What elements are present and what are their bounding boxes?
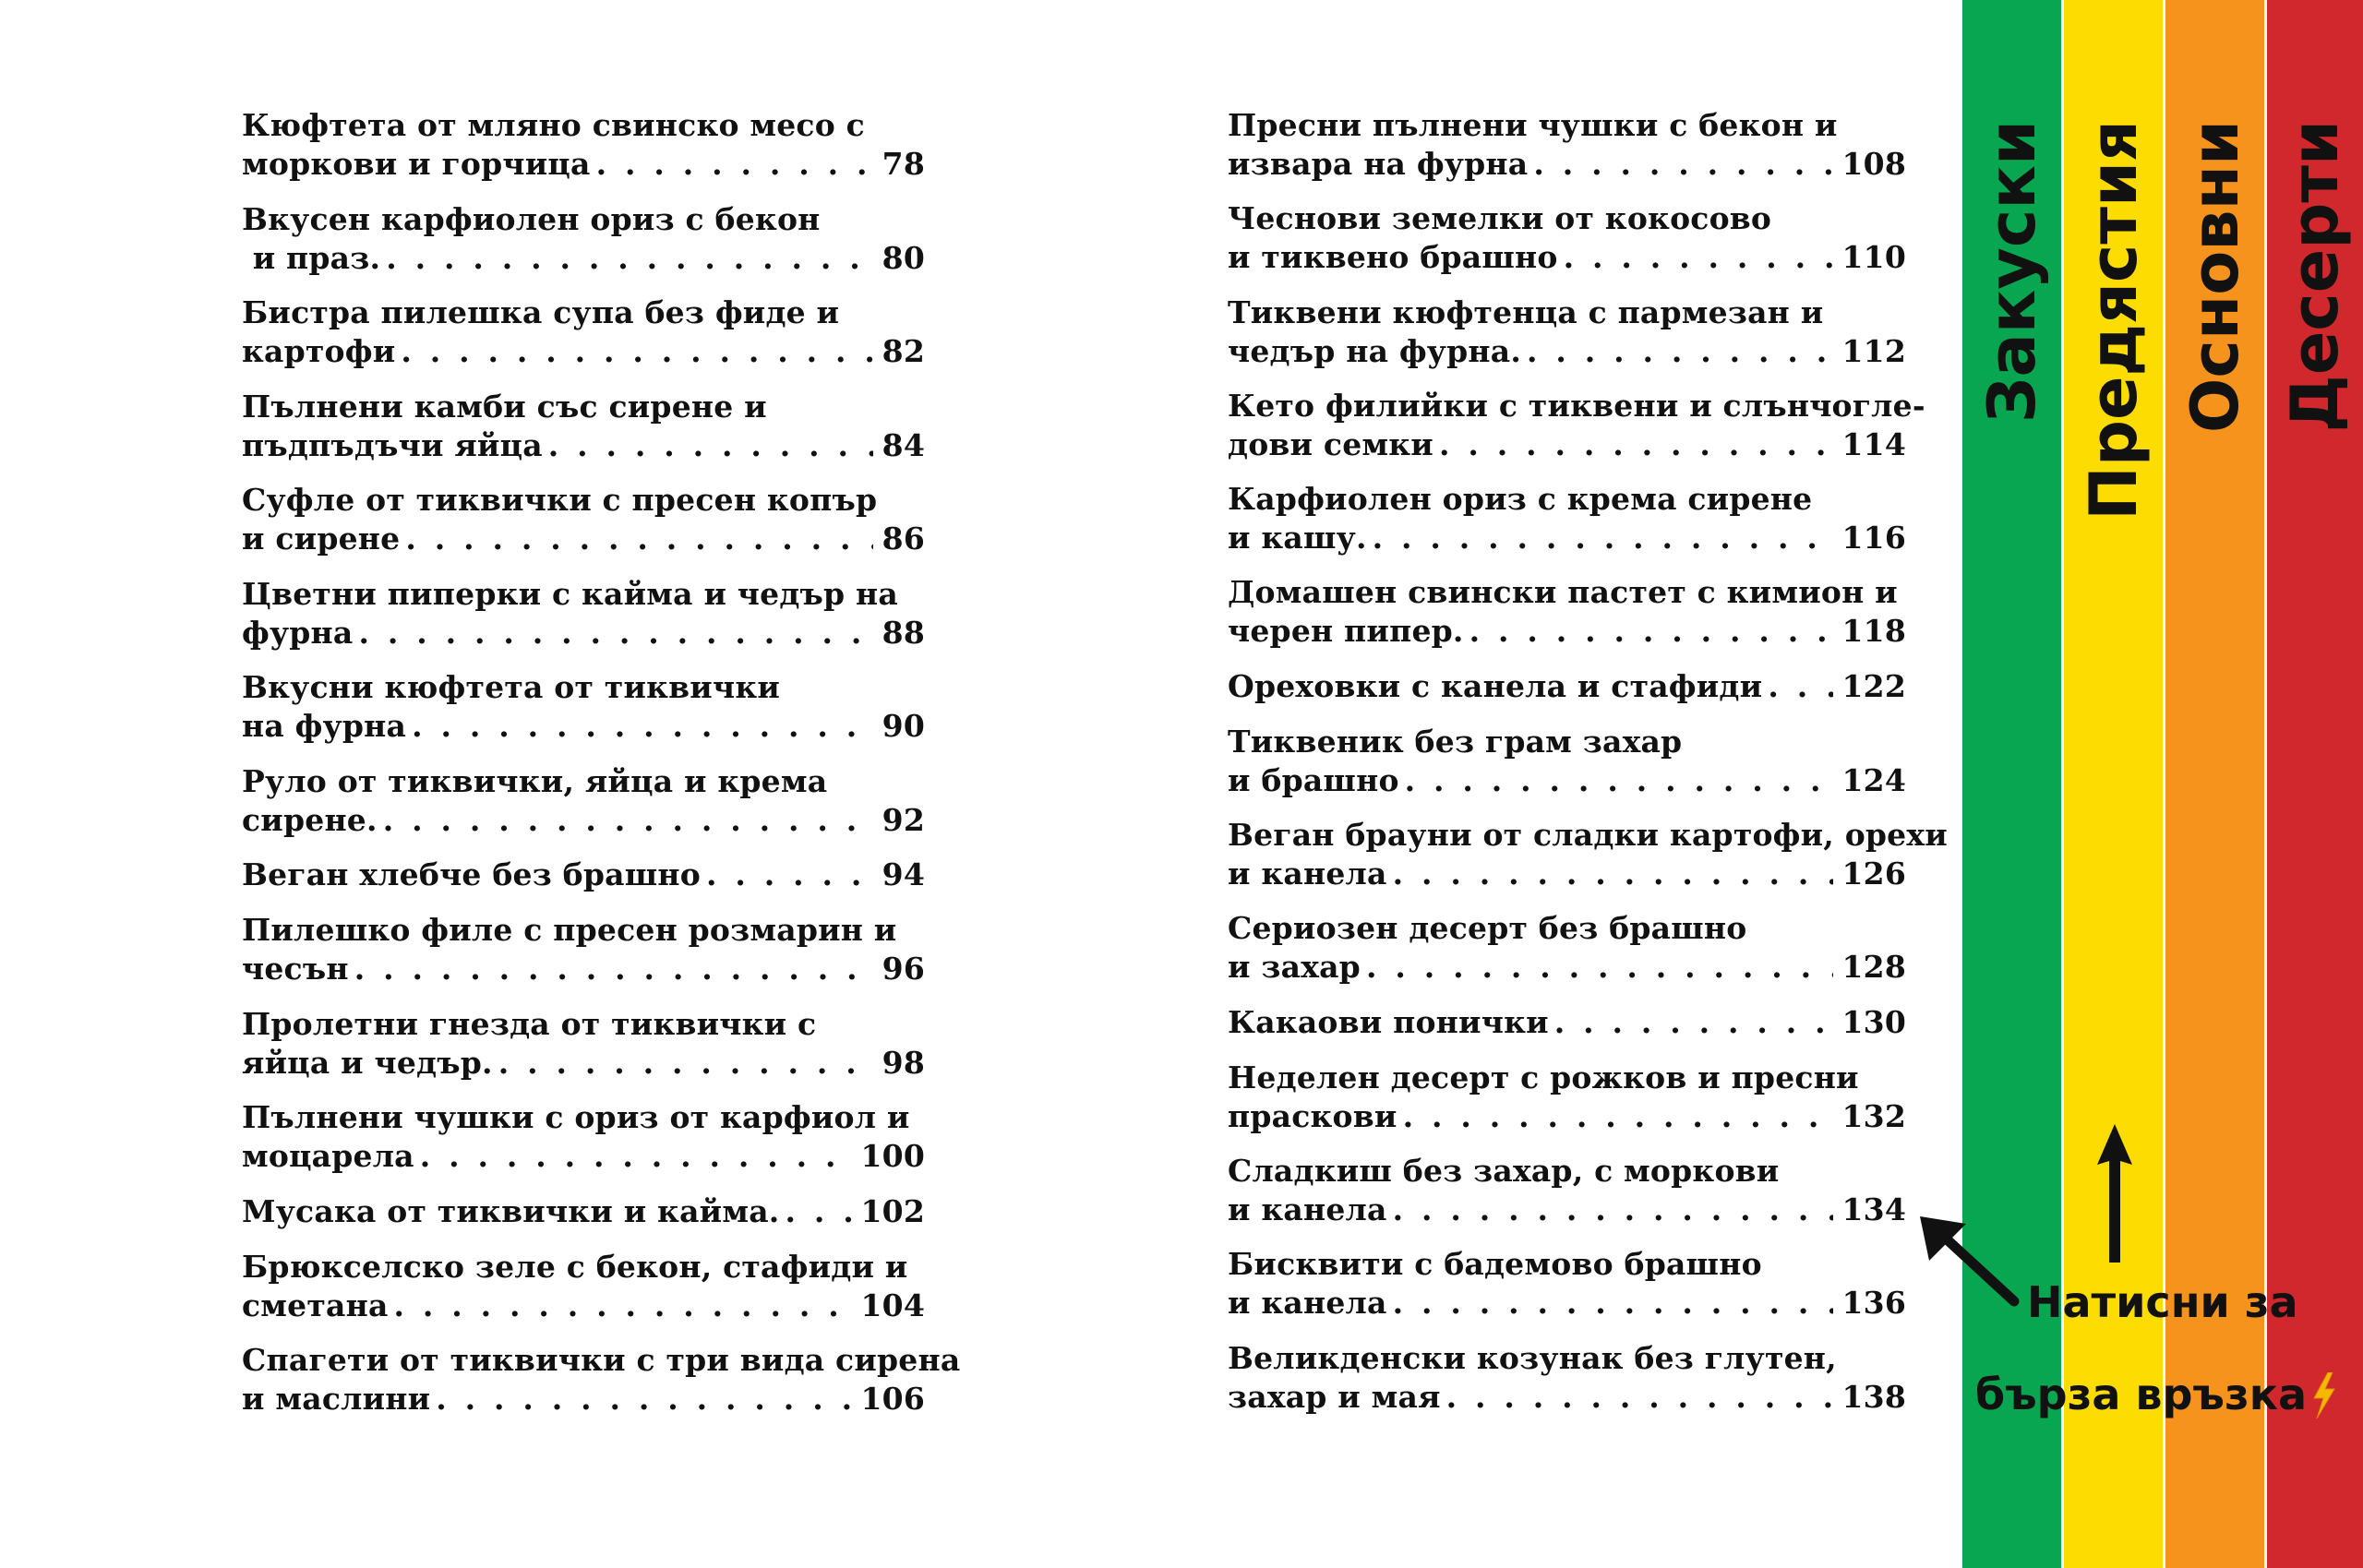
tab-desserts-label: Десерти [2277,120,2353,433]
toc-page-number: 78 [882,146,925,182]
tab-snacks-label: Закуски [1973,120,2050,424]
toc-entry[interactable] [1228,1339,1906,1432]
toc-entry-title-line1: Тиквени кюфтенца с пармезан и [1228,293,1824,330]
toc-entry-last-line [1228,761,1906,800]
toc-dot-leader [1405,761,1833,800]
toc-entry-last-line [242,239,925,278]
toc-entry[interactable] [1228,723,1906,816]
toc-entry-title-line2: и кашу. [1228,520,1367,557]
toc-entry-title-line2: яйца и чедър. [242,1044,493,1081]
arrow-up-icon [2092,1124,2138,1263]
toc-entry-title-line1: Неделен десерт с рожков и пресни [1228,1059,1859,1095]
tab-desserts[interactable] [2267,0,2363,1568]
toc-dot-leader [1393,855,1833,893]
toc-entry-title-line2: захар и мая [1228,1378,1441,1415]
toc-entry[interactable] [1228,199,1906,293]
toc-entry-title-line2: извара на фурна [1228,146,1529,182]
toc-entry-last-line [1228,145,1906,184]
toc-entry-title-line1: Пролетни гнезда от тиквички с [242,1005,817,1042]
quick-link-hint-line2: бърза връзка [1975,1370,2307,1419]
toc-entry-title-line1: Суфле от тиквички с пресен копър [242,482,878,518]
toc-page-number: 130 [1841,1003,1906,1040]
toc-page-number: 84 [882,426,925,463]
toc-entry-last-line [242,145,925,184]
toc-entry-last-line [242,801,925,840]
tab-starters-label: Предястия [2075,120,2152,521]
toc-entry-last-line [1228,855,1906,893]
toc-entry-title-line1: Кюфтета от мляно свинско месо с [242,107,865,143]
toc-entry-title-line1: Чеснови земелки от кокосово [1228,200,1772,237]
toc-page-number: 80 [882,239,925,276]
toc-entry[interactable] [242,856,925,911]
toc-dot-leader [386,239,872,278]
toc-entry-title-line2: фурна [242,614,354,651]
toc-entry-title-line2: и канела [1228,856,1387,892]
tab-starters[interactable] [2064,0,2163,1568]
toc-dot-leader [1446,1378,1833,1417]
toc-page-number: 90 [882,708,925,744]
toc-entry-title-line2: чедър на фурна. [1228,332,1522,369]
toc-entry-last-line [242,1137,925,1176]
toc-dot-leader [596,145,873,184]
toc-entry-last-line [1228,238,1906,277]
tab-mains[interactable] [2165,0,2264,1568]
toc-entry-title-line1: Вкусен карфиолен ориз с бекон [242,200,821,237]
toc-entry-last-line [242,1044,925,1083]
toc-entry-last-line [1228,1378,1906,1417]
toc-page-number: 104 [860,1287,925,1323]
toc-page-number: 138 [1841,1378,1906,1415]
toc-page-number: 98 [882,1044,925,1081]
toc-page-number: 114 [1841,425,1906,462]
toc-dot-leader [1527,332,1832,371]
toc-dot-leader [359,614,873,652]
toc-dot-leader [1366,948,1833,987]
toc-entry-title-line2: и брашно [1228,761,1399,798]
toc-entry-last-line [1228,425,1906,464]
toc-entry-last-line [242,1287,925,1325]
toc-page-number: 126 [1841,856,1906,892]
toc-entry-title-line2: и праз. [242,239,381,276]
toc-entry-title-line1: Бисквити с бадемово брашно [1228,1246,1762,1283]
toc-entry-title-line2: сметана [242,1287,389,1323]
tab-snacks[interactable] [1962,0,2061,1568]
toc-dot-leader [412,707,873,746]
toc-entry-title-line2: Ореховки с канела и стафиди [1228,667,1763,704]
toc-entry-title-line1: Домашен свински пастет с кимион и [1228,574,1898,611]
toc-entry-title-line1: Спагети от тиквички с три вида сирена [242,1342,961,1378]
toc-entry-title-line2: Какаови понички [1228,1003,1549,1040]
toc-entry-title-line1: Пилешко филе с пресен розмарин и [242,912,897,948]
toc-entry-title-line1: Руло от тиквички, яйца и крема [242,762,828,799]
toc-right-column [1228,106,1948,1432]
toc-entry[interactable] [242,575,925,669]
toc-entry-last-line [1228,612,1906,651]
toc-entry[interactable] [1228,1152,1906,1245]
toc-entry-last-line [1228,332,1906,371]
toc-entry-last-line [242,614,925,652]
toc-dot-leader [1393,1191,1833,1229]
toc-entry[interactable] [1228,573,1906,666]
toc-entry[interactable] [1228,1059,1906,1152]
toc-entry-title-line1: Великденски козунак без глутен, [1228,1339,1837,1376]
toc-entry-last-line [242,856,925,894]
toc-entry[interactable] [242,1098,925,1192]
toc-dot-leader [436,1380,851,1418]
toc-dot-leader [1768,667,1832,706]
toc-entry[interactable] [1228,667,1906,723]
toc-entry-title-line2: картофи [242,333,396,369]
lightning-bolt-icon [2309,1372,2337,1418]
toc-entry-title-line2: и канела [1228,1285,1387,1322]
toc-dot-leader [383,801,873,840]
toc-entry-title-line2: пъдпъдъчи яйца [242,426,543,463]
toc-entry-last-line [242,520,925,558]
quick-link-hint-line1: Натисни за [2027,1277,2298,1327]
toc-entry-title-line2: чесън [242,951,349,987]
toc-entry[interactable] [242,1005,925,1099]
toc-entry-title-line2: на фурна [242,708,407,744]
toc-entry[interactable] [242,200,925,294]
toc-dot-leader [354,950,873,988]
toc-entry-title-line1: Карфиолен ориз с крема сирене [1228,481,1813,518]
toc-entry-title-line2: и сирене [242,521,401,557]
toc-entry-title-line2: моркови и горчица [242,146,591,182]
toc-entry-title-line1: Пълнени чушки с ориз от карфиол и [242,1099,910,1135]
toc-entry-title-line2: моцарела [242,1138,414,1174]
toc-dot-leader [1393,1284,1833,1323]
toc-entry-last-line [1228,667,1906,706]
toc-dot-leader [1469,612,1833,651]
toc-entry[interactable] [242,911,925,1005]
toc-entry[interactable] [1228,909,1906,1002]
toc-entry[interactable] [242,481,925,575]
toc-entry-last-line [242,707,925,746]
tab-mains-label: Основни [2177,120,2253,434]
toc-entry-title-line1: Бистра пилешка супа без фиде и [242,294,840,330]
toc-entry[interactable] [1228,1245,1906,1338]
toc-entry[interactable] [242,106,925,200]
toc-page-number: 100 [860,1138,925,1174]
toc-dot-leader [785,1192,851,1231]
toc-entry-last-line [242,1380,925,1418]
toc-dot-leader [1533,145,1832,184]
toc-page-number: 134 [1841,1191,1906,1227]
toc-page-number: 124 [1841,761,1906,798]
toc-dot-leader [706,856,873,894]
toc-page-number: 132 [1841,1097,1906,1134]
toc-entry-last-line [1228,519,1906,557]
toc-entry-last-line [1228,1284,1906,1323]
toc-page-number: 136 [1841,1285,1906,1322]
toc-entry-title-line1: Тиквеник без грам захар [1228,723,1683,760]
toc-dot-leader [548,426,873,465]
toc-entry-title-line1: Вкусни кюфтета от тиквички [242,669,781,705]
toc-page-number: 92 [882,801,925,838]
toc-entry-title-line1: Брюкселско зеле с бекон, стафиди и [242,1248,908,1285]
toc-entry-title-line2: черен пипер. [1228,613,1464,650]
toc-entry-last-line [1228,1003,1906,1042]
toc-page-number: 94 [882,856,925,892]
toc-entry-last-line [242,332,925,371]
toc-dot-leader [1554,1003,1833,1042]
toc-dot-leader [394,1287,852,1325]
toc-entry-title-line2: и маслини [242,1381,431,1417]
toc-page-number: 116 [1841,520,1906,557]
toc-entry-last-line [1228,1191,1906,1229]
toc-page-number: 118 [1841,613,1906,650]
toc-entry[interactable] [242,1192,925,1248]
toc-entry[interactable] [1228,293,1906,387]
toc-entry-title-line2: праскови [1228,1097,1397,1134]
toc-dot-leader [1564,238,1833,277]
toc-entry-last-line [1228,948,1906,987]
toc-entry-last-line [242,950,925,988]
toc-entry-title-line1: Пресни пълнени чушки с бекон и [1228,107,1838,143]
arrow-diagonal-icon [1918,1216,2020,1309]
toc-entry-title-line1: Пълнени камби със сирене и [242,388,767,425]
toc-page-number: 108 [1841,146,1906,182]
toc-dot-leader [1403,1097,1833,1136]
toc-dot-leader [1439,425,1833,464]
toc-entry[interactable] [1228,106,1906,199]
toc-entry-title-line2: сирене. [242,801,378,838]
toc-entry-title-line1: Сериозен десерт без брашно [1228,910,1747,947]
toc-entry-title-line1: Сладкиш без захар, с моркови [1228,1152,1780,1189]
toc-page-number: 112 [1841,332,1906,369]
toc-page-number: 128 [1841,949,1906,986]
toc-entry-title-line1: Кето филийки с тиквени и слънчогле- [1228,387,1925,424]
toc-entry-title-line2: и канела [1228,1191,1387,1227]
toc-page-number: 86 [882,521,925,557]
toc-page-number: 106 [860,1381,925,1417]
toc-entry[interactable] [242,388,925,482]
toc-page-number: 82 [882,333,925,369]
toc-page-number: 122 [1841,667,1906,704]
toc-dot-leader [405,520,872,558]
toc-page-number: 88 [882,614,925,651]
toc-left-column [242,106,961,1435]
toc-entry[interactable] [242,1248,925,1342]
toc-entry[interactable] [242,762,925,856]
toc-page-number: 96 [882,951,925,987]
toc-dot-leader [1373,519,1833,557]
toc-dot-leader [401,332,872,371]
toc-entry[interactable] [1228,1003,1906,1059]
toc-entry[interactable] [242,293,925,388]
toc-entry[interactable] [1228,816,1948,909]
toc-entry[interactable] [1228,480,1906,573]
toc-entry[interactable] [1228,387,1925,480]
toc-entry-last-line [242,1192,925,1231]
toc-entry-title-line2: и тиквено брашно [1228,239,1558,276]
toc-dot-leader [420,1137,852,1176]
toc-entry-last-line [1228,1097,1906,1136]
toc-entry-last-line [242,426,925,465]
toc-entry-title-line1: Веган брауни от сладки картофи, орехи [1228,817,1948,854]
toc-entry-title-line2: и захар [1228,949,1361,986]
toc-page-number: 110 [1841,239,1906,276]
toc-page-number: 102 [860,1192,925,1229]
toc-entry[interactable] [242,1341,961,1435]
toc-entry-title-line1: Цветни пиперки с кайма и чедър на [242,575,898,612]
toc-entry-title-line2: Мусака от тиквички и кайма. [242,1192,780,1229]
toc-entry-title-line2: Веган хлебче без брашно [242,856,701,892]
toc-entry[interactable] [242,668,925,762]
toc-dot-leader [498,1044,873,1083]
toc-entry-title-line2: дови семки [1228,425,1433,462]
